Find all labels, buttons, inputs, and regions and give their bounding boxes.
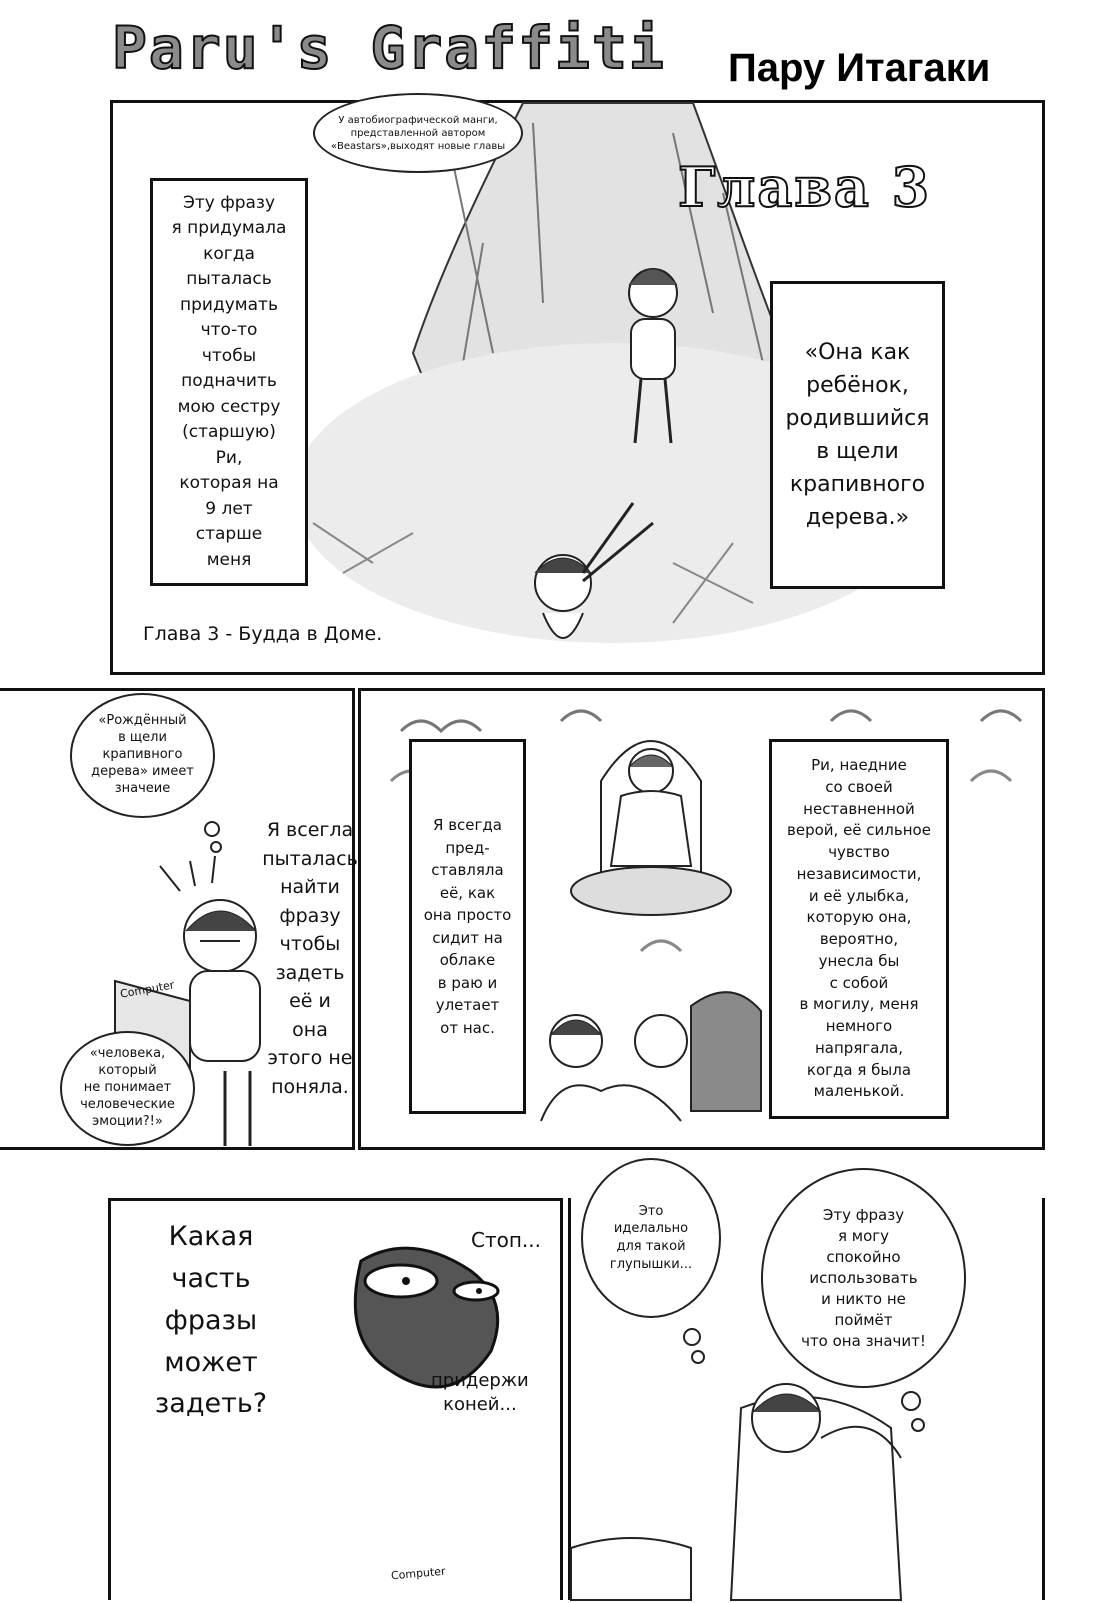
thought-dot	[691, 1350, 705, 1364]
panel-sister-on-cloud	[358, 688, 1045, 1150]
thought-bubble-meaning: «Рождённый в щели крапивного дерева» имеет значеие	[70, 693, 215, 818]
thought-dot	[911, 1418, 925, 1432]
series-title: Paru's Graffiti	[112, 14, 666, 82]
thought-bubble-safe-use: Эту фразу я могу спокойно использовать и никто не поймёт что она значит!	[761, 1168, 966, 1388]
panel-chapter-intro	[110, 100, 1045, 675]
quote-box-right: «Она как ребёнок, родившийся в щели крапивного дерева.»	[770, 281, 945, 589]
laptop-label: Computer	[390, 1564, 447, 1583]
thought-bubble-perfect: Это иделально для такой глупышки...	[581, 1158, 721, 1318]
laptop-label: Computer	[119, 978, 176, 1001]
hold-horses-text: придержи коней...	[431, 1370, 529, 1416]
narration-box-imagined: Я всегда пред- ставляла её, как она просто сидит на облаке в раю и улетает от нас.	[409, 739, 526, 1114]
panel-searching-phrase	[0, 688, 358, 1150]
question-text: Какая часть фразы может задеть?	[154, 1221, 268, 1420]
narration-box-ri: Ри, наедние со своей неставненной верой, её сильное чувство независимости, и её улыбка, которую она, вероятно, унесла бы с собой в могилу, меня немного напрягала, когда я была маленькой.	[769, 739, 949, 1119]
thought-dot	[683, 1328, 701, 1346]
author-name: Пару Итагаки	[728, 46, 991, 90]
stop-text: Стоп...	[471, 1228, 541, 1252]
announcement-bubble: У автобиографической манги, представленной автором «Beastars»,выходят новые главы	[313, 93, 523, 173]
thought-dot	[204, 821, 220, 837]
panel-which-part	[108, 1198, 563, 1600]
chapter-heading: Глава 3	[678, 155, 932, 219]
thought-bubble-emotions: «человека, который не понимает человеческие эмоции?!»	[60, 1031, 195, 1146]
narration-box-left: Эту фразу я придумала когда пыталась придумать что-то чтобы подначить мою сестру (старшую) Ри, которая на 9 лет старше меня	[150, 178, 308, 586]
narration-search: Я всегла пыталась найти фразу чтобы задеть её и она этого не поняла.	[262, 819, 358, 1098]
thought-dot	[901, 1391, 921, 1411]
thought-dot	[210, 841, 222, 853]
chapter-caption: Глава 3 - Будда в Доме.	[143, 623, 383, 645]
